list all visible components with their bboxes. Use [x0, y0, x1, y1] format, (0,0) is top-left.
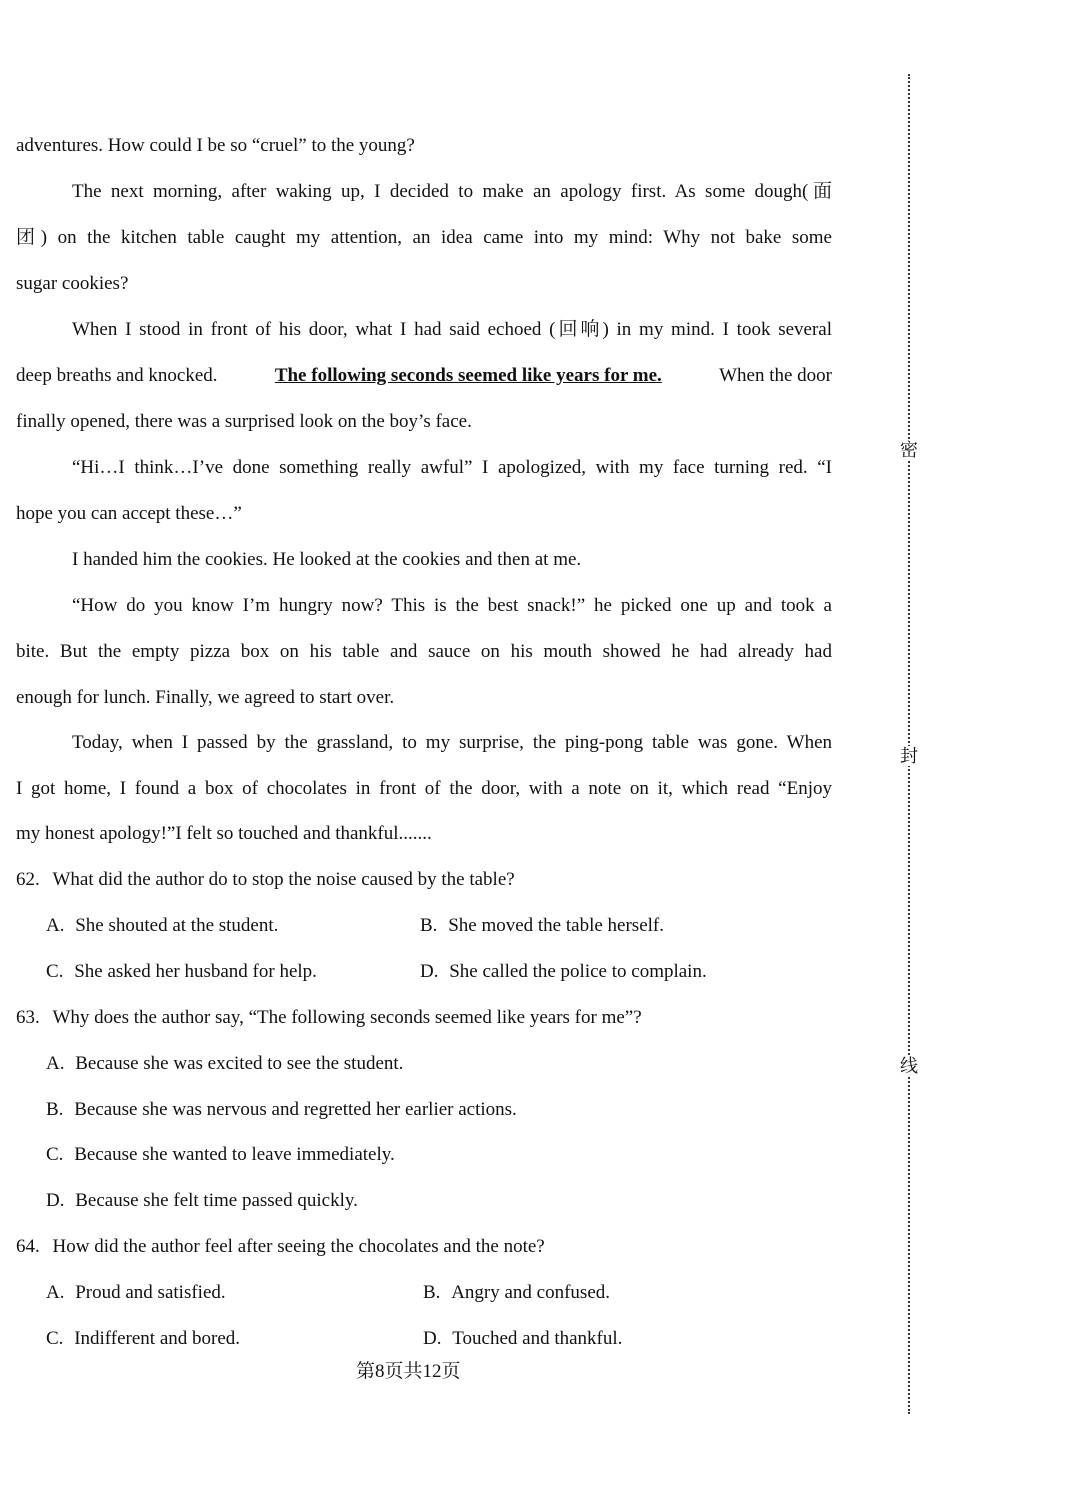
option-letter: B. [46, 1099, 64, 1120]
seal-char: 密 [900, 440, 918, 460]
passage-line: 团) on the kitchen table caught my attention, an idea came into my mind: Why not bake some [16, 227, 832, 248]
passage-line: I got home, I found a box of chocolates in front of the door, with a note on it, which read “Enjoy [16, 778, 832, 799]
passage-line: finally opened, there was a surprised look on the boy’s face. [16, 411, 472, 432]
question-number: 63. [16, 1007, 40, 1028]
passage-line: hope you can accept these…” [16, 503, 242, 524]
question-text: What did the author do to stop the noise caused by the table? [52, 869, 515, 890]
question-text: Why does the author say, “The following seconds seemed like years for me”? [52, 1007, 642, 1028]
option-letter: B. [423, 1282, 441, 1303]
option-64-d[interactable] [423, 1327, 622, 1351]
question-63 [16, 1006, 642, 1030]
option-62-c[interactable] [46, 960, 317, 984]
option-64-b[interactable] [423, 1281, 610, 1305]
passage-line: adventures. How could I be so “cruel” to the young? [16, 135, 415, 156]
question-number: 64. [16, 1236, 40, 1257]
option-text: Touched and thankful. [452, 1328, 623, 1349]
passage-line: enough for lunch. Finally, we agreed to start over. [16, 687, 395, 708]
option-letter: A. [46, 1282, 65, 1303]
underlined-sentence: The following seconds seemed like years for me. [274, 365, 662, 386]
option-text: Proud and satisfied. [75, 1282, 226, 1303]
option-letter: D. [46, 1190, 65, 1211]
passage-line: Today, when I passed by the grassland, to my surprise, the ping-pong table was gone. When [72, 732, 832, 753]
question-text: How did the author feel after seeing the chocolates and the note? [52, 1236, 545, 1257]
seal-dashed-line [908, 74, 910, 1414]
seal-char: 线 [900, 1056, 918, 1076]
seal-char: 封 [900, 746, 918, 766]
passage-text: deep breaths and knocked. [16, 365, 218, 386]
option-63-d[interactable] [46, 1189, 358, 1213]
passage-line [16, 364, 832, 388]
question-62 [16, 868, 515, 892]
option-text: She moved the table herself. [448, 915, 664, 936]
option-text: She called the police to complain. [449, 961, 707, 982]
option-62-a[interactable] [46, 914, 278, 938]
option-letter: D. [420, 961, 439, 982]
option-letter: A. [46, 1053, 65, 1074]
option-letter: C. [46, 1328, 64, 1349]
passage-line: my honest apology!”I felt so touched and thankful....... [16, 823, 432, 844]
option-text: Because she was excited to see the student. [75, 1053, 404, 1074]
option-text: Angry and confused. [451, 1282, 611, 1303]
option-text: Because she felt time passed quickly. [75, 1190, 358, 1211]
passage-line: The next morning, after waking up, I decided to make an apology first. As some dough(面 [72, 181, 832, 202]
option-63-c[interactable] [46, 1143, 395, 1167]
passage-text: When the door [719, 365, 832, 386]
option-62-d[interactable] [420, 960, 707, 984]
passage-line: bite. But the empty pizza box on his table and sauce on his mouth showed he had already had [16, 641, 832, 662]
option-letter: D. [423, 1328, 442, 1349]
option-64-a[interactable] [46, 1281, 226, 1305]
option-letter: C. [46, 961, 64, 982]
passage-line: I handed him the cookies. He looked at the cookies and then at me. [72, 549, 582, 570]
option-text: She asked her husband for help. [74, 961, 317, 982]
option-letter: C. [46, 1144, 64, 1165]
passage-line: “How do you know I’m hungry now? This is the best snack!” he picked one up and took a [72, 595, 832, 616]
passage-line: “Hi…I think…I’ve done something really awful” I apologized, with my face turning red. “I [72, 457, 832, 478]
option-64-c[interactable] [46, 1327, 240, 1351]
page-number-footer: 第8页共12页 [356, 1361, 461, 1382]
passage-line: When I stood in front of his door, what I had said echoed (回响) in my mind. I took several [72, 319, 832, 340]
option-text: Because she was nervous and regretted her earlier actions. [74, 1099, 517, 1120]
option-62-b[interactable] [420, 914, 664, 938]
option-letter: A. [46, 915, 65, 936]
question-number: 62. [16, 869, 40, 890]
option-text: Indifferent and bored. [74, 1328, 241, 1349]
option-63-b[interactable] [46, 1098, 517, 1122]
question-64 [16, 1235, 545, 1259]
option-text: Because she wanted to leave immediately. [74, 1144, 395, 1165]
passage-line: sugar cookies? [16, 273, 129, 294]
option-letter: B. [420, 915, 438, 936]
option-text: She shouted at the student. [75, 915, 279, 936]
option-63-a[interactable] [46, 1052, 403, 1076]
